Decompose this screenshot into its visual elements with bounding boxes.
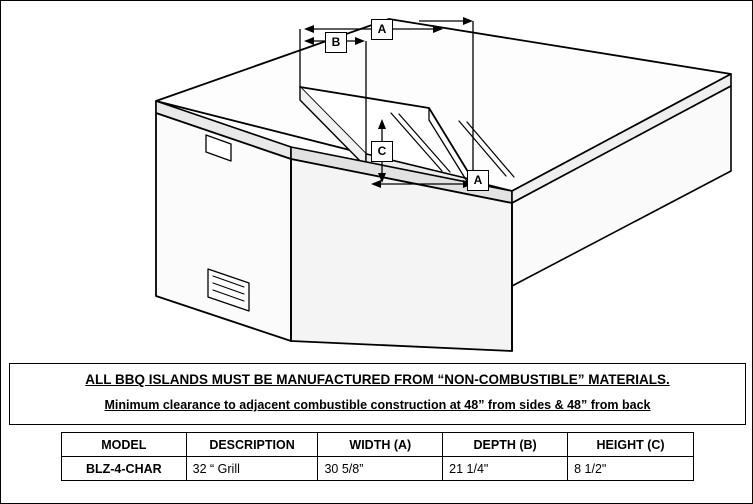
header-model: MODEL (62, 433, 187, 457)
cell-depth: 21 1/4" (443, 457, 568, 481)
notice-block (9, 363, 746, 425)
header-height: HEIGHT (C) (568, 433, 694, 457)
header-depth: DEPTH (B) (443, 433, 568, 457)
notice-line-clearance: Minimum clearance to adjacent combustible construction at 48” from sides & 48” from back (104, 398, 651, 412)
notice-line-combustible: ALL BBQ ISLANDS MUST BE MANUFACTURED FROM “NON-COMBUSTIBLE” MATERIALS. (85, 372, 670, 387)
dim-label-a-top: A (371, 19, 393, 40)
island-drawing (1, 1, 753, 359)
dim-label-a-bottom: A (467, 170, 489, 191)
header-width: WIDTH (A) (318, 433, 443, 457)
header-description: DESCRIPTION (186, 433, 318, 457)
dim-label-b: B (325, 32, 347, 53)
cell-width: 30 5/8” (318, 457, 443, 481)
table-row (62, 457, 694, 481)
dim-b-arrow-left (304, 37, 314, 45)
cell-description: 32 “ Grill (186, 457, 318, 481)
dim-a-top-right-arrow (463, 17, 473, 25)
dim-a-top-arrow-left (304, 25, 314, 33)
island-drawing-svg (1, 1, 753, 359)
cell-height: 8 1/2" (568, 457, 694, 481)
spec-table (61, 432, 694, 481)
table-header-row (62, 433, 694, 457)
dim-label-c: C (371, 141, 393, 162)
cell-model: BLZ-4-CHAR (62, 457, 187, 481)
